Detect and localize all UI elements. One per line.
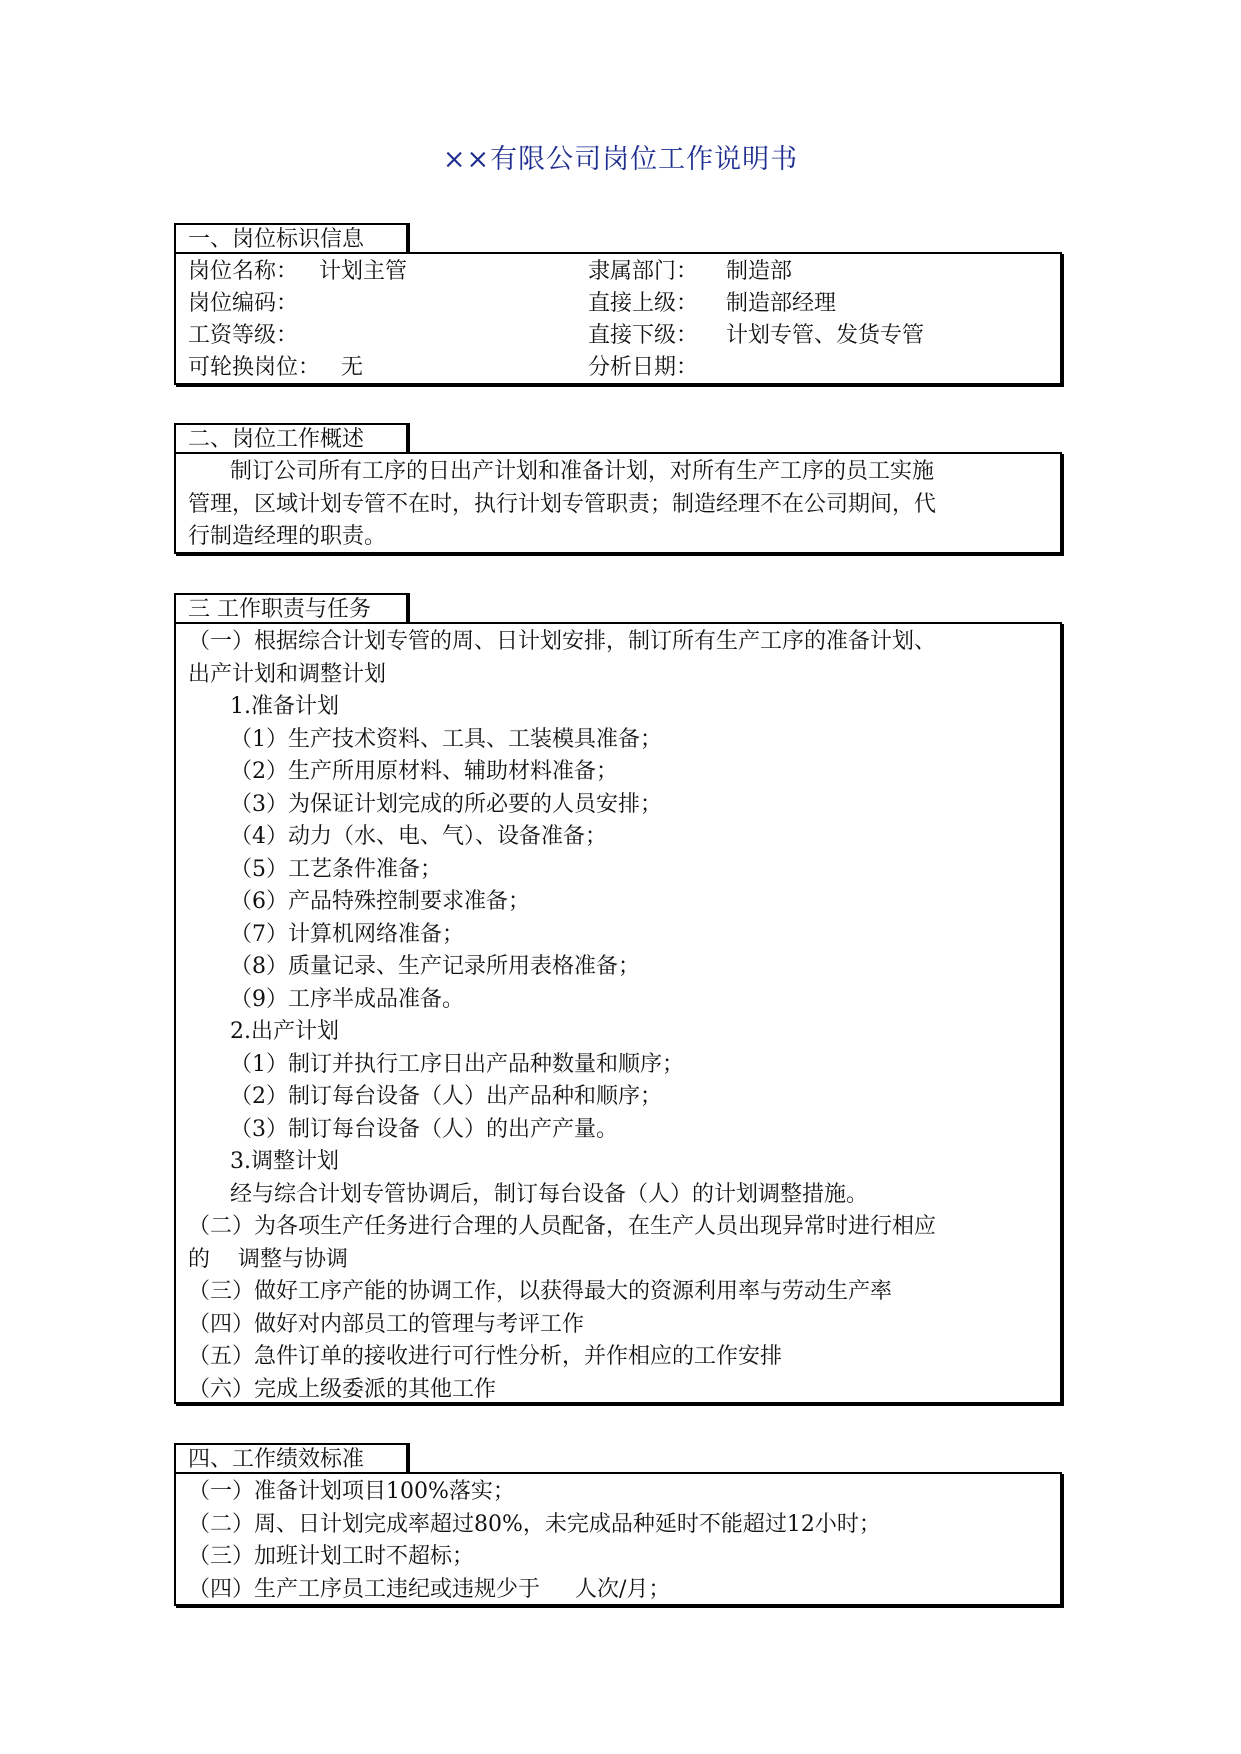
section-box xyxy=(174,622,1062,1404)
text-line: （三）加班计划工时不超标； xyxy=(188,1544,475,1569)
field-right: 分析日期： xyxy=(588,355,699,380)
text-line: （3）为保证计划完成的所必要的人员安排； xyxy=(188,791,662,817)
section-heading: 一、岗位标识信息 xyxy=(174,223,408,252)
document-title: ××有限公司岗位工作说明书 xyxy=(442,144,799,175)
text-line: 经与综合计划专管协调后，制订每台设备（人）的计划调整措施。 xyxy=(188,1181,868,1207)
text-line: （3）制订每台设备（人）的出产产量。 xyxy=(188,1116,618,1142)
text-line: （8）质量记录、生产记录所用表格准备； xyxy=(188,954,640,979)
field-left: 岗位编码： xyxy=(188,291,299,316)
text-line: （5）工艺条件准备； xyxy=(188,856,442,882)
text-line: 出产计划和调整计划 xyxy=(188,661,387,687)
field-right: 直接下级： 计划专管、发货专管 xyxy=(588,323,924,348)
text-line: （六）完成上级委派的其他工作 xyxy=(188,1376,497,1402)
text-line: 2.出产计划 xyxy=(188,1019,339,1044)
text-line: （二）周、日计划完成率超过80%，未完成品种延时不能超过12小时； xyxy=(188,1511,881,1537)
field-right: 直接上级： 制造部经理 xyxy=(588,291,836,316)
text-line: （2）制订每台设备（人）出产品种和顺序； xyxy=(188,1084,662,1109)
text-line: （三）做好工序产能的协调工作，以获得最大的资源利用率与劳动生产率 xyxy=(188,1279,893,1304)
field-left: 工资等级： xyxy=(188,323,299,348)
field-left: 岗位名称： 计划主管 xyxy=(188,259,407,284)
text-line: （7）计算机网络准备； xyxy=(188,921,464,947)
section-box xyxy=(174,1472,1062,1606)
section-heading: 三 工作职责与任务 xyxy=(174,593,408,622)
text-line: 行制造经理的职责。 xyxy=(188,524,387,549)
section-heading: 四、工作绩效标准 xyxy=(174,1443,408,1472)
text-line: （四）生产工序员工违纪或违规少于 人次/月； xyxy=(188,1576,671,1602)
text-line: 3.调整计划 xyxy=(188,1149,339,1174)
text-line: 管理，区域计划专管不在时，执行计划专管职责；制造经理不在公司期间，代 xyxy=(188,491,937,517)
text-line: （6）产品特殊控制要求准备； xyxy=(188,889,530,914)
text-line: （四）做好对内部员工的管理与考评工作 xyxy=(188,1311,585,1337)
section-heading: 二、岗位工作概述 xyxy=(174,423,408,452)
text-line: （二）为各项生产任务进行合理的人员配备，在生产人员出现异常时进行相应 xyxy=(188,1214,937,1239)
text-line: （五）急件订单的接收进行可行性分析，并作相应的工作安排 xyxy=(188,1344,783,1369)
field-right: 隶属部门： 制造部 xyxy=(588,259,792,284)
section-box xyxy=(174,252,1062,385)
field-left: 可轮换岗位： 无 xyxy=(188,355,363,380)
text-line: （1）制订并执行工序日出产品种数量和顺序； xyxy=(188,1051,684,1077)
text-line: 1.准备计划 xyxy=(188,694,339,719)
text-line: （4）动力（水、电、气）、设备准备； xyxy=(188,824,607,849)
text-line: （一）根据综合计划专管的周、日计划安排，制订所有生产工序的准备计划、 xyxy=(188,629,937,654)
text-line: 制订公司所有工序的日出产计划和准备计划，对所有生产工序的员工实施 xyxy=(188,459,934,484)
text-line: （2）生产所用原材料、辅助材料准备； xyxy=(188,759,618,784)
text-line: （1）生产技术资料、工具、工装模具准备； xyxy=(188,726,662,752)
text-line: （一）准备计划项目100%落实； xyxy=(188,1479,515,1504)
text-line: （9）工序半成品准备。 xyxy=(188,986,464,1012)
section-box xyxy=(174,452,1062,554)
text-line: 的 调整与协调 xyxy=(188,1246,348,1272)
